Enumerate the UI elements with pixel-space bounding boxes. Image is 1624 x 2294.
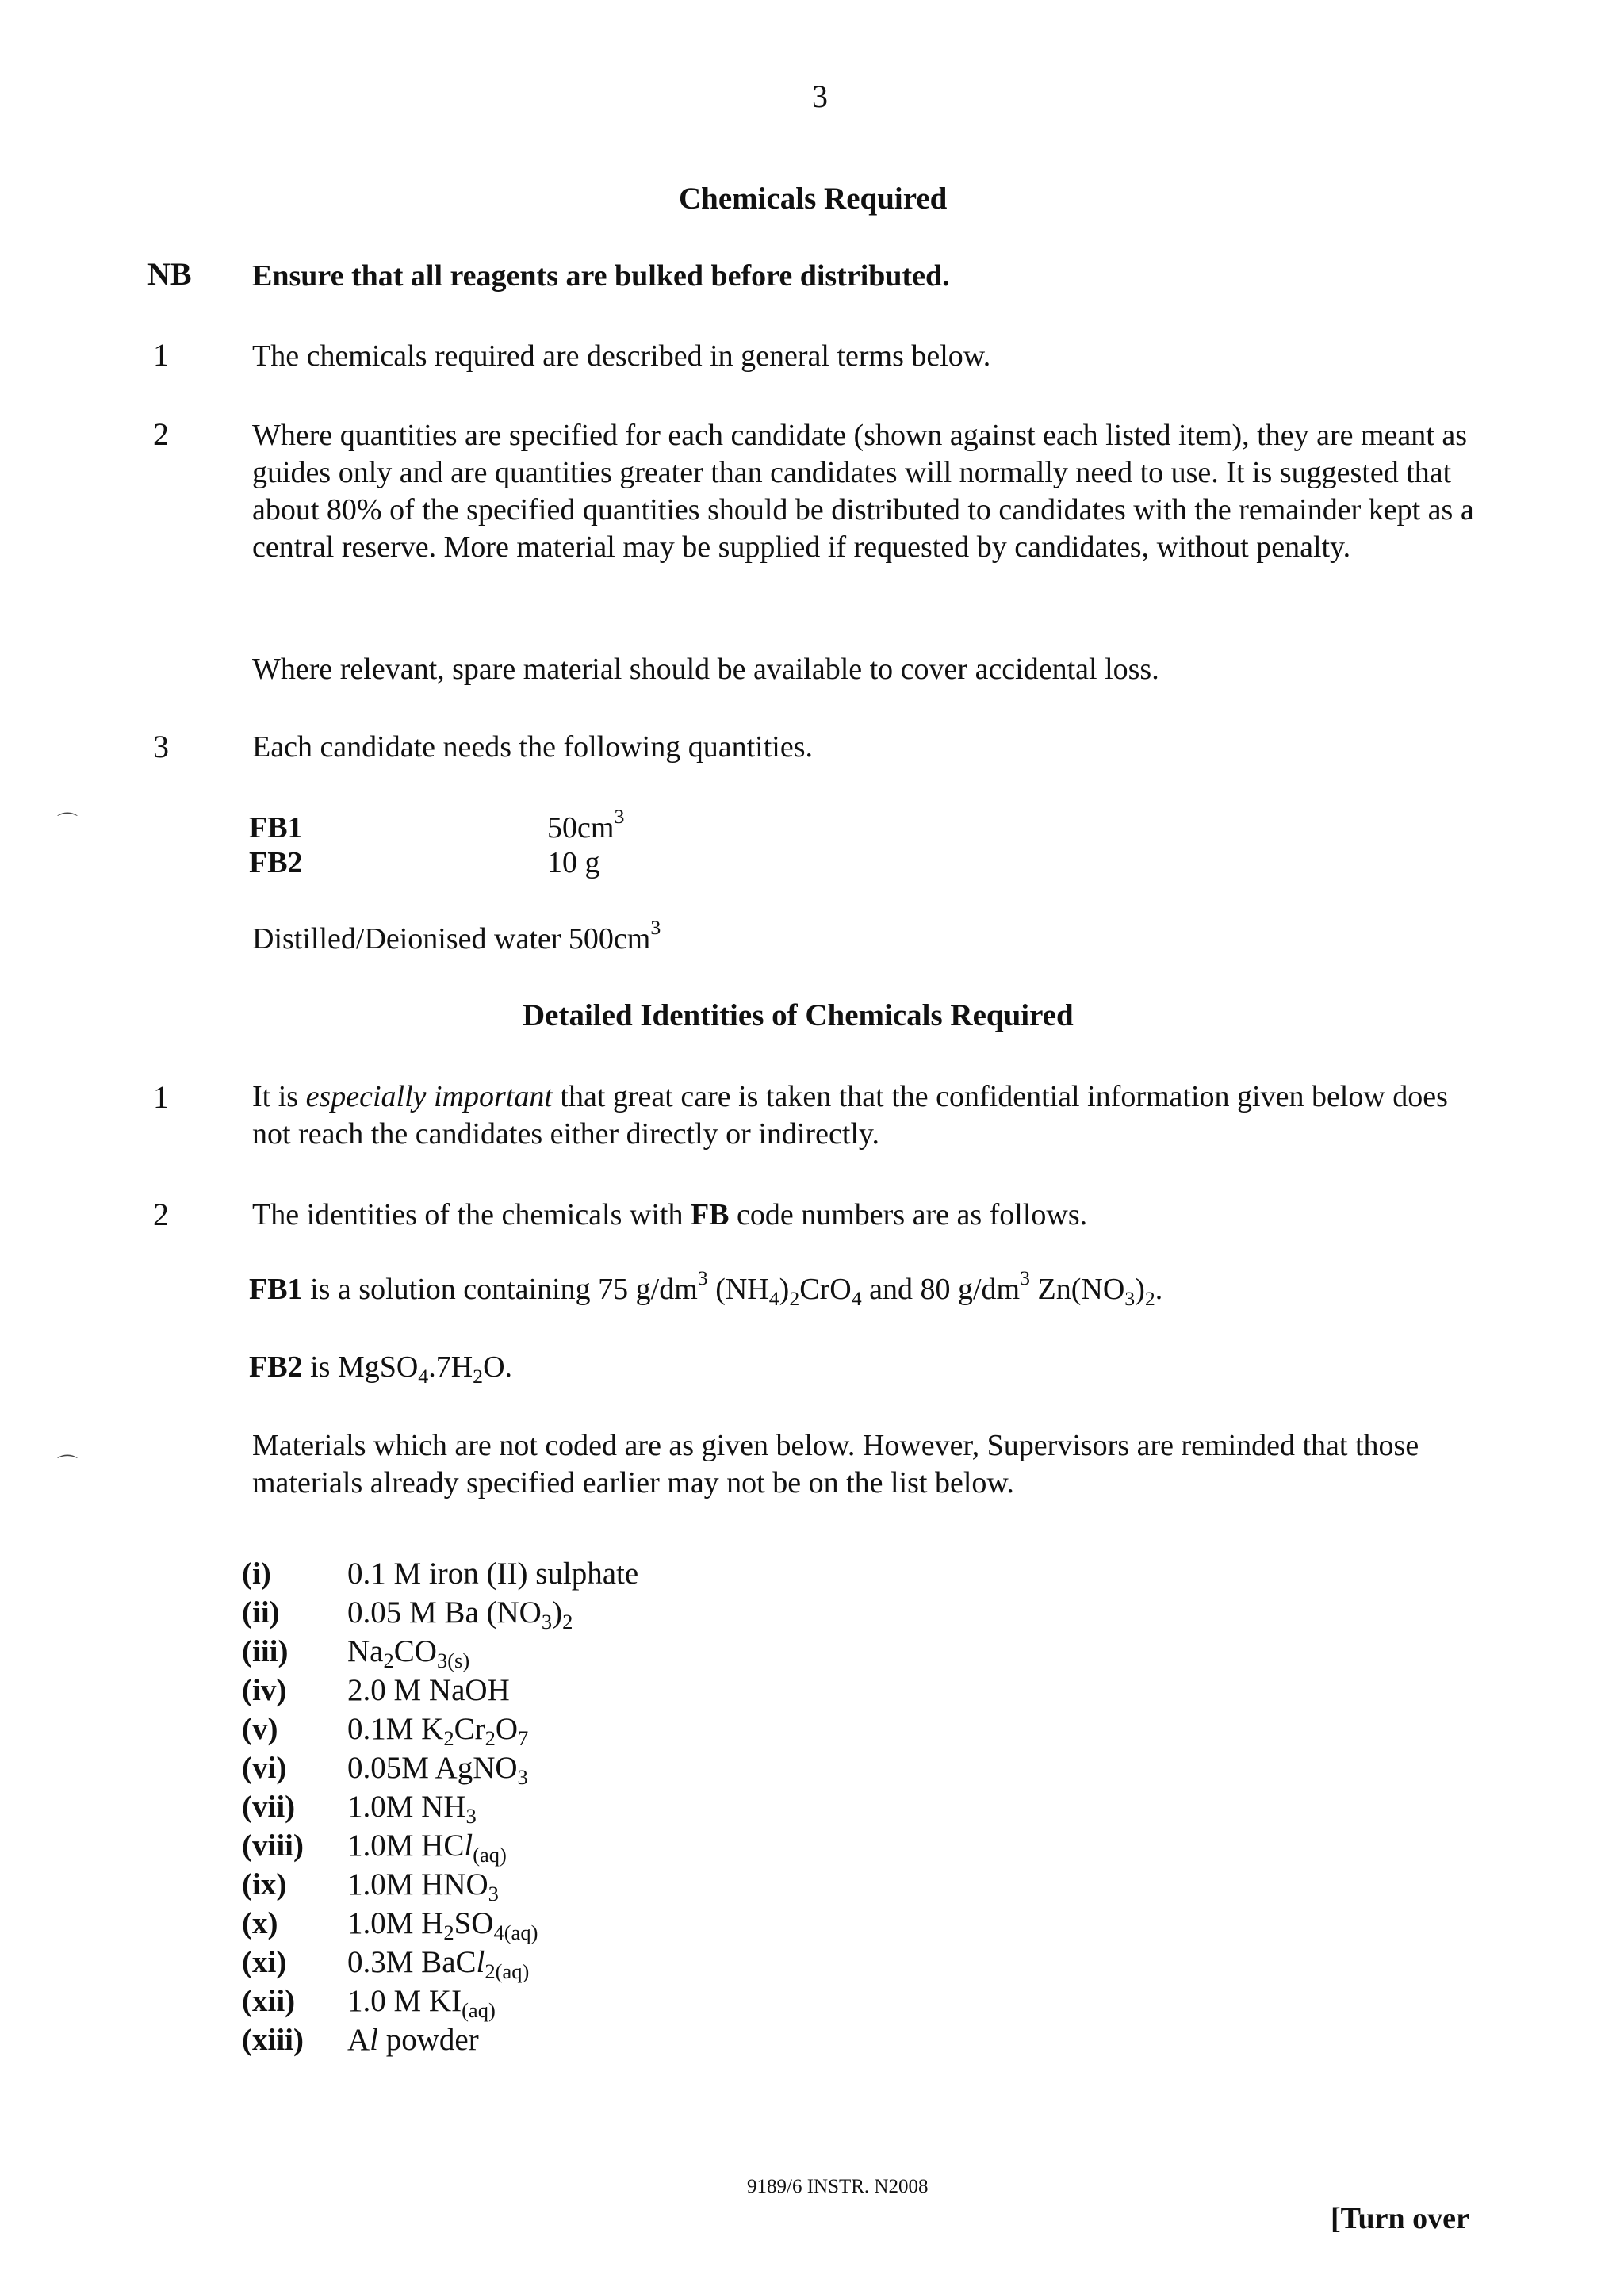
- material-item: 1.0 M $KI_{(aq)}$: [347, 1984, 496, 2022]
- page-number: 3: [812, 79, 828, 114]
- detail-2-text: The identities of the chemicals with FB code numbers are as follows.: [252, 1198, 1088, 1231]
- quantity-amount-fb2: 10 g: [547, 846, 600, 879]
- material-label: (vi): [242, 1751, 287, 1785]
- item-1-text: The chemicals required are described in general terms below.: [252, 339, 991, 373]
- turn-over: [Turn over: [1331, 2202, 1469, 2235]
- detail-1-text: It is especially important that great care is taken that the confidential information given below does not reach the candidates either directly or indirectly.: [252, 1080, 1448, 1151]
- material-item: 1.0M $HNO_3$: [347, 1867, 499, 1905]
- material-label: (viii): [242, 1829, 304, 1863]
- material-item: 1.0M $NH_3$: [347, 1790, 477, 1828]
- item-3-number: 3: [153, 729, 169, 764]
- item-1-number: 1: [153, 337, 169, 373]
- detail-2-number: 2: [153, 1197, 169, 1232]
- material-label: (iv): [242, 1673, 287, 1707]
- material-item: 1.0M $H_2SO_{4(aq)}$: [347, 1906, 538, 1944]
- material-label: (xi): [242, 1945, 287, 1979]
- material-item: 0.05 M Ba $(NO_3)_2$: [347, 1595, 573, 1633]
- margin-mark: ⌒: [57, 1454, 79, 1477]
- material-item: 1.0M HCl$_{(aq)}$: [347, 1829, 507, 1867]
- section-title-detailed-identities: Detailed Identities of Chemicals Required: [523, 998, 1074, 1032]
- material-item: 0.1M $K_2Cr_2O_7$: [347, 1712, 529, 1750]
- material-item: Al powder: [347, 2023, 479, 2057]
- nb-label: NB: [147, 256, 192, 292]
- material-label: (xiii): [242, 2023, 304, 2057]
- material-label: (xii): [242, 1984, 296, 2018]
- materials-note: Materials which are not coded are as given below. However, Supervisors are reminded that those materials already specified earlier may not be on the list below.: [252, 1429, 1419, 1499]
- material-label: (x): [242, 1906, 278, 1940]
- material-label: (iii): [242, 1634, 289, 1668]
- material-label: (i): [242, 1557, 271, 1591]
- material-item: 0.3M BaCl$_{2(aq)}$: [347, 1945, 530, 1983]
- item-2-number: 2: [153, 416, 169, 452]
- item-2-text: Where quantities are specified for each candidate (shown against each listed item), they are meant as guides only and are quantities greater than candidates will normally need to use. It is suggested that about 80% of the specified quantities should be distributed to candidates with the remainder kept as a central reserve. More material may be supplied if requested by candidates, without penalty.: [252, 419, 1474, 564]
- detail-1-number: 1: [153, 1079, 169, 1115]
- material-label: (vii): [242, 1790, 296, 1824]
- material-item: $Na_2CO_{3(s)}$: [347, 1634, 470, 1672]
- material-item: 0.05M AgNO$_3$: [347, 1751, 528, 1789]
- fb1-identity: FB1 is a solution containing 75 $g/dm^3$ $(NH_4)_2CrO_4$ and 80 $g/dm^3$ $Zn(NO_3)_2$.: [249, 1266, 1163, 1310]
- water-quantity: Distilled/Deionised water $500cm^3$: [252, 915, 661, 956]
- spare-material-note: Where relevant, spare material should be available to cover accidental loss.: [252, 653, 1159, 686]
- fb2-identity: FB2 is $MgSO_4.7H_2O$.: [249, 1350, 513, 1388]
- quantity-amount-fb1: $50cm^3$: [547, 804, 625, 844]
- material-label: (ix): [242, 1867, 287, 1901]
- section-title-chemicals-required: Chemicals Required: [679, 182, 948, 216]
- nb-text: Ensure that all reagents are bulked before distributed.: [252, 259, 950, 293]
- quantity-code-fb1: FB1: [249, 811, 303, 844]
- material-label: (ii): [242, 1595, 280, 1630]
- footer-code: 9189/6 INSTR. N2008: [747, 2176, 929, 2197]
- material-item: 2.0 M NaOH: [347, 1673, 510, 1707]
- quantity-code-fb2: FB2: [249, 846, 303, 879]
- material-item: 0.1 M iron (II) sulphate: [347, 1557, 639, 1591]
- margin-mark: ⌒: [57, 812, 79, 835]
- item-3-text: Each candidate needs the following quantities.: [252, 730, 813, 764]
- material-label: (v): [242, 1712, 278, 1746]
